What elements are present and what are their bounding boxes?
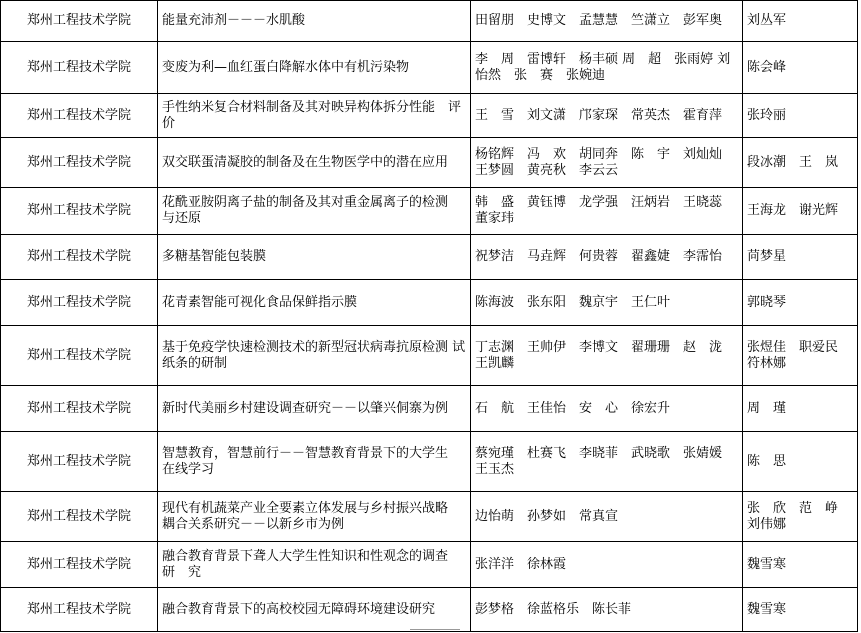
advisor-cell <box>743 280 858 326</box>
advisor-text: 王海龙 谢光辉 <box>747 203 839 218</box>
members-cell <box>471 188 743 235</box>
members-cell <box>471 280 743 326</box>
members-text: 丁志渊 王帅伊 李博文 翟珊珊 赵 泷 王凯麟 <box>475 339 727 371</box>
table-row <box>1 94 858 138</box>
table-row <box>1 280 858 326</box>
members-text: 祝梦洁 马垚辉 何贵蓉 翟鑫婕 李霈怡 <box>475 249 723 264</box>
members-cell <box>471 94 743 138</box>
advisor-text: 陈会峰 <box>747 59 787 75</box>
table-row <box>1 326 858 386</box>
advisor-cell <box>743 138 858 188</box>
members-text: 韩 盛 黄钰博 龙学强 汪炳岩 王晓蕊 董家玮 <box>475 195 727 226</box>
advisor-text: 苘梦星 <box>747 249 787 264</box>
school-cell: 郑州工程技术学院 <box>1 138 158 188</box>
school-cell: 郑州工程技术学院 <box>1 42 158 94</box>
members-cell <box>471 326 743 386</box>
advisor-cell <box>743 542 858 588</box>
advisor-text: 魏雪寒 <box>747 556 787 572</box>
members-text: 陈海波 张东阳 魏京宇 王仁叶 <box>475 294 671 310</box>
members-cell <box>471 542 743 588</box>
members-cell <box>471 138 743 188</box>
school-cell: 郑州工程技术学院 <box>1 1 158 42</box>
advisor-text: 郭晓琴 <box>747 294 787 310</box>
members-text: 杨铭辉 冯 欢 胡同奔 陈 宇 刘灿灿 王梦圆 黄亮秋 李云云 <box>475 146 727 178</box>
advisor-cell <box>743 386 858 432</box>
members-text: 田留朋 史博文 孟慧慧 竺潇立 彭军奥 <box>475 13 723 28</box>
table-row <box>1 188 858 235</box>
advisor-text: 张玲丽 <box>747 107 787 123</box>
project-cell: 花青素智能可视化食品保鲜指示膜 <box>158 280 471 326</box>
school-cell: 郑州工程技术学院 <box>1 326 158 386</box>
project-cell: 能量充沛剂－－－水肌酸 <box>158 1 471 42</box>
table-row <box>1 138 858 188</box>
members-text: 石 航 王佳怡 安 心 徐宏升 <box>475 400 671 416</box>
members-cell <box>471 235 743 280</box>
project-cell: 变废为利—血红蛋白降解水体中有机污染物 <box>158 42 471 94</box>
table-row <box>1 386 858 432</box>
members-cell <box>471 1 743 42</box>
project-cell: 智慧教育，智慧前行－－智慧教育背景下的大学生 在线学习 <box>158 432 471 492</box>
project-cell: 双交联蛋清凝胶的制备及在生物医学中的潜在应用 <box>158 138 471 188</box>
table-row <box>1 432 858 492</box>
members-text: 彭梦格 徐蓝格乐 陈长菲 <box>475 601 632 617</box>
table-row <box>1 1 858 42</box>
school-cell: 郑州工程技术学院 <box>1 542 158 588</box>
advisor-cell <box>743 42 858 94</box>
advisor-text: 魏雪寒 <box>747 601 787 617</box>
advisor-cell <box>743 188 858 235</box>
project-cell: 新时代美丽乡村建设调查研究－－以肇兴侗寨为例 <box>158 386 471 432</box>
members-text: 王 雪 刘文潇 邝家琛 常英杰 霍育萍 <box>475 107 723 123</box>
advisor-text: 陈 思 <box>747 453 787 469</box>
project-cell: 现代有机蔬菜产业全要素立体发展与乡村振兴战略 耦合关系研究－－以新乡市为例 <box>158 492 471 542</box>
school-cell: 郑州工程技术学院 <box>1 432 158 492</box>
members-cell <box>471 492 743 542</box>
advisor-cell <box>743 588 858 632</box>
advisor-cell <box>743 492 858 542</box>
project-cell: 多糖基智能包装膜 <box>158 235 471 280</box>
project-cell: 融合教育背景下聋人大学生性知识和性观念的调查 研 究 <box>158 542 471 588</box>
project-cell: 基于免疫学快速检测技术的新型冠状病毒抗原检测 试纸条的研制 <box>158 326 471 386</box>
members-text: 张洋洋 徐林霞 <box>475 556 567 572</box>
table-row <box>1 588 858 632</box>
advisor-text: 张 欣 范 峥 刘伟娜 <box>747 500 843 532</box>
advisor-cell <box>743 1 858 42</box>
members-text: 蔡宛瑾 杜赛飞 李晓菲 武晓歌 张婧媛 王玉杰 <box>475 445 727 477</box>
project-cell: 花酰亚胺阴离子盐的制备及其对重金属离子的检测 与还原 <box>158 188 471 235</box>
table-row <box>1 542 858 588</box>
members-cell <box>471 588 743 632</box>
school-cell: 郑州工程技术学院 <box>1 94 158 138</box>
school-cell: 郑州工程技术学院 <box>1 492 158 542</box>
school-cell: 郑州工程技术学院 <box>1 386 158 432</box>
members-text: 李 周 雷博轩 杨丰硕 周 超 张雨婷 刘怡然 张 赛 张婉迪 <box>475 51 731 83</box>
members-cell <box>471 432 743 492</box>
advisor-cell <box>743 326 858 386</box>
advisor-cell <box>743 235 858 280</box>
advisor-cell <box>743 432 858 492</box>
table-row <box>1 42 858 94</box>
school-cell: 郑州工程技术学院 <box>1 188 158 235</box>
school-cell: 郑州工程技术学院 <box>1 235 158 280</box>
school-cell: 郑州工程技术学院 <box>1 280 158 326</box>
advisor-cell <box>743 94 858 138</box>
table-row <box>1 235 858 280</box>
page-edge-mark <box>410 629 460 630</box>
advisor-text: 刘丛军 <box>747 13 787 28</box>
table-row <box>1 492 858 542</box>
project-cell: 融合教育背景下的高校校园无障碍环境建设研究 <box>158 588 471 632</box>
members-cell <box>471 386 743 432</box>
members-text: 边怡萌 孙梦如 常真宣 <box>475 508 619 524</box>
project-cell: 手性纳米复合材料制备及其对映异构体拆分性能 评价 <box>158 94 471 138</box>
school-cell: 郑州工程技术学院 <box>1 588 158 632</box>
advisor-text: 张煜佳 职爱民 符林娜 <box>747 339 843 371</box>
advisor-text: 段冰潮 王 岚 <box>747 154 839 170</box>
advisor-text: 周 瑾 <box>747 400 787 416</box>
members-cell <box>471 42 743 94</box>
